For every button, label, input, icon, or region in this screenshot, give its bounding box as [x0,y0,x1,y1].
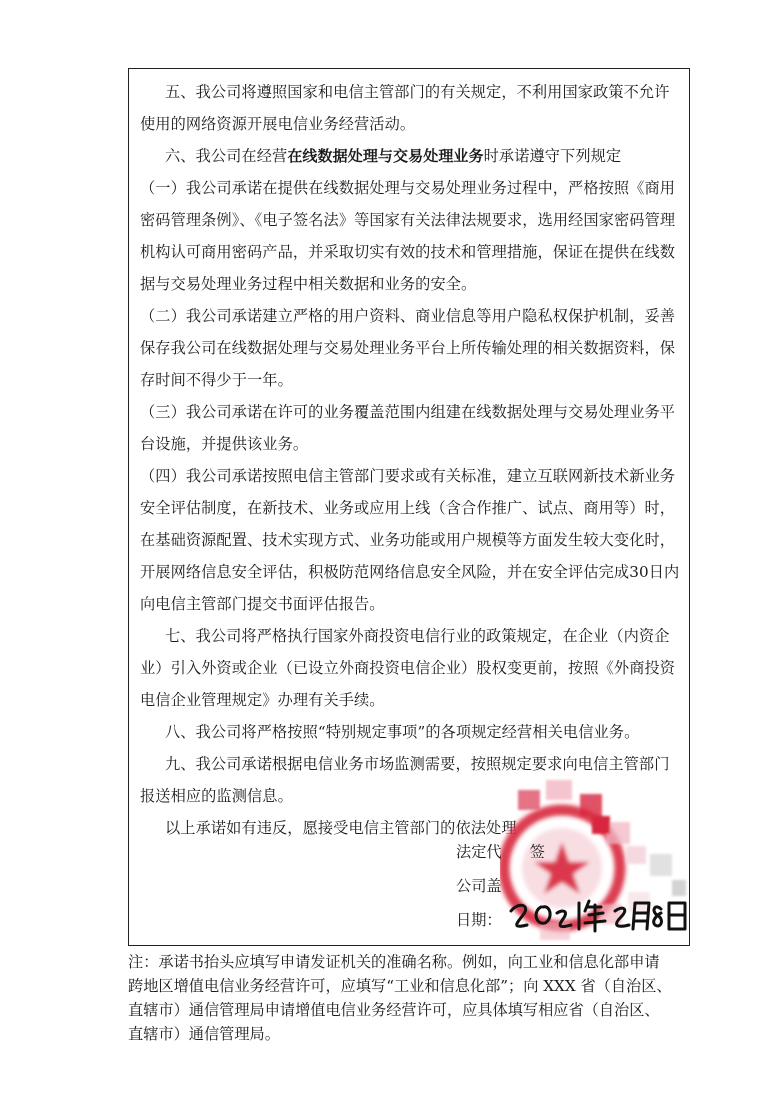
para7-line2: 业）引入外资或企业（已设立外商投资电信企业）股权变更前，按照《外商投资 [140,659,676,677]
para7-line1: 七、我公司将严格执行国家外商投资电信行业的政策规定，在企业（内资企 [165,627,670,645]
note-line4: 直辖市）通信管理局。 [128,1025,280,1043]
item1-line4: 据与交易处理业务过程中相关数据和业务的安全。 [140,275,477,293]
date-label: 日期： [456,911,502,929]
item2-line1: （二）我公司承诺建立严格的用户资料、商业信息等用户隐私权保护机制，妥善 [140,307,676,325]
para8-line: 八、我公司将严格按照“特别规定事项”的各项规定经营相关电信业务。 [165,723,640,741]
item1-line3: 机构认可商用密码产品，并采取切实有效的技术和管理措施，保证在提供在线数 [140,243,676,261]
item4-line1: （四）我公司承诺按照电信主管部门要求或有关标准，建立互联网新技术新业务 [140,467,676,485]
item1-line1: （一）我公司承诺在提供在线数据处理与交易处理业务过程中，严格按照《商用 [140,179,676,197]
para6-suffix: 时承诺遵守下列规定 [483,147,622,165]
business-type-emphasis: 在线数据处理与交易处理业务 [287,147,484,165]
para6-heading [165,146,621,166]
para5-line2: 使用的网络资源开展电信业务经营活动。 [140,115,416,133]
item4-line3: 在基础资源配置、技术实现方式、业务功能或用户规模等方面发生较大变化时， [140,531,676,549]
handwritten-date-signature [505,893,690,937]
para7-line3: 电信企业管理规定》办理有关手续。 [140,691,385,709]
para5-line1: 五、我公司将遵照国家和电信主管部门的有关规定，不利用国家政策不允许 [165,83,670,101]
para6-prefix: 六、我公司在经营 [165,147,288,165]
item4-line5: 向电信主管部门提交书面评估报告。 [140,595,385,613]
note-line2: 跨地区增值电信业务经营许可，应填写“工业和信息化部”；向 XXX 省（自治区、 [128,977,672,995]
item2-line3: 存时间不得少于一年。 [140,371,293,389]
item4-line4: 开展网络信息安全评估，积极防范网络信息安全风险，并在安全评估完成30日内 [140,563,680,581]
para9-line2: 报送相应的监测信息。 [140,787,293,805]
para9-line1: 九、我公司承诺根据电信业务市场监测需要，按照规定要求向电信主管部门 [165,755,670,773]
legal-representative-label: 法定代 签 [456,843,545,861]
item4-line2: 安全评估制度，在新技术、业务或应用上线（含合作推广、试点、商用等）时， [140,499,676,517]
item3-line1: （三）我公司承诺在许可的业务覆盖范围内组建在线数据处理与交易处理业务平 [140,403,676,421]
company-seal-label: 公司盖 [456,877,502,895]
note-line3: 直辖市）通信管理局申请增值电信业务经营许可，应具体填写相应省（自治区、 [128,1001,660,1019]
item2-line2: 保存我公司在线数据处理与交易处理业务平台上所传输处理的相关数据资料，保 [140,339,676,357]
item1-line2: 密码管理条例》、《电子签名法》等国家有关法律法规要求，选用经国家密码管理 [140,211,676,229]
item3-line2: 台设施，并提供该业务。 [140,435,309,453]
note-line1: 注：承诺书抬头应填写申请发证机关的准确名称。例如，向工业和信息化部申请 [128,953,660,971]
closing-statement: 以上承诺如有违反，愿接受电信主管部门的依法处理 [165,819,517,837]
